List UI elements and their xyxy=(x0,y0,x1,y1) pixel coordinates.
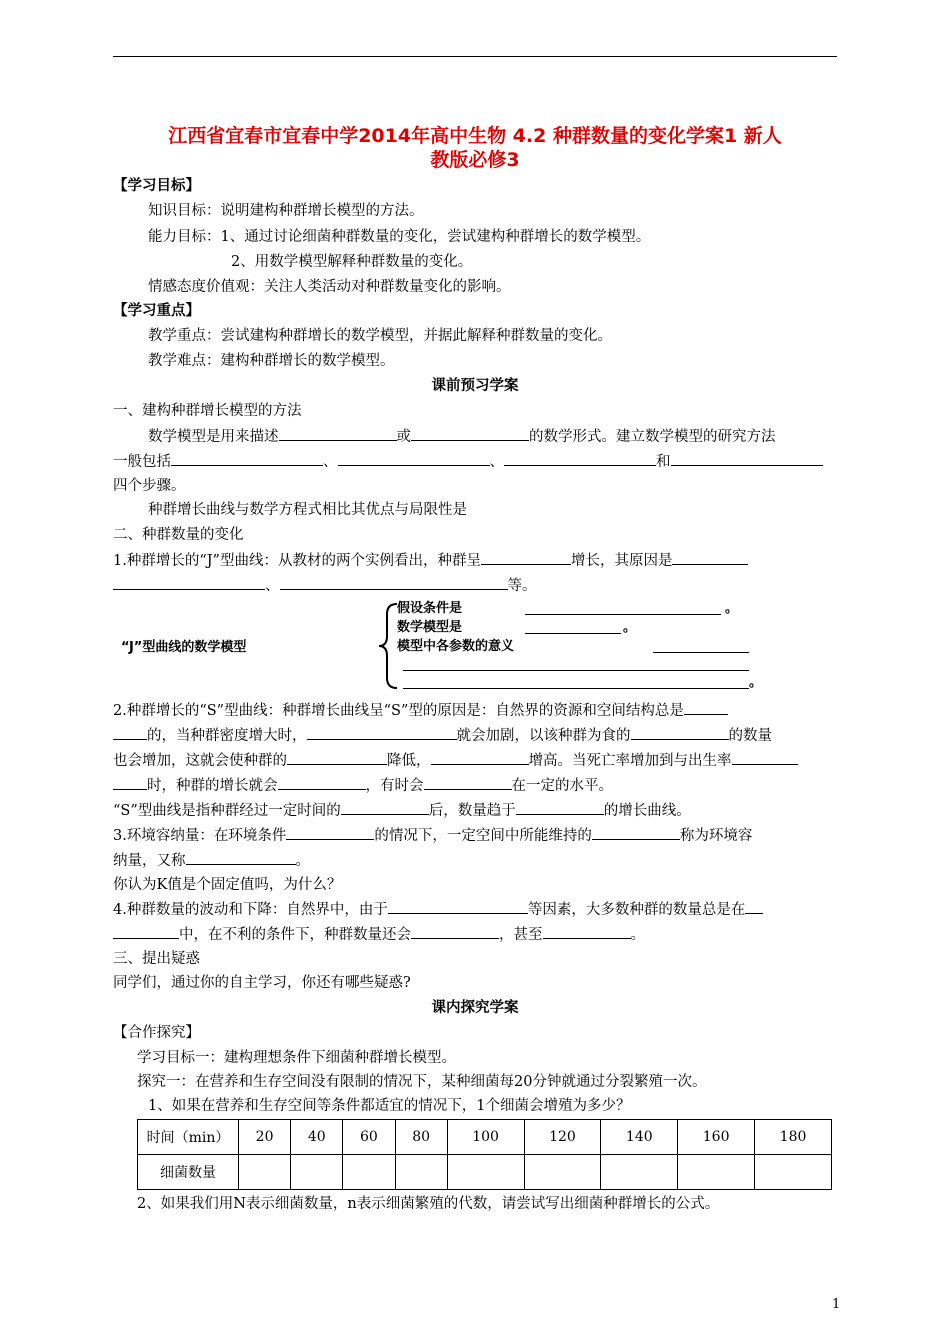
table-cell: 40 xyxy=(291,1120,343,1155)
keypoints-heading: 【学习重点】 xyxy=(113,302,200,319)
inclass-heading: 课内探究学案 xyxy=(431,999,519,1016)
table-cell-empty xyxy=(291,1155,343,1190)
fluctuation-line2: 中，在不利的条件下，种群数量还会 ，甚至 。 xyxy=(113,924,645,945)
table-cell: 140 xyxy=(601,1120,678,1155)
period-mark: 。 xyxy=(725,601,739,616)
section1-para2: 一般包括 、 、 和 xyxy=(113,451,823,472)
page-number: 1 xyxy=(832,1297,841,1312)
blank-line xyxy=(525,614,721,615)
table-cell-empty xyxy=(343,1155,395,1190)
table-header-count: 细菌数量 xyxy=(138,1155,239,1190)
objective-ability-1: 能力目标：1、通过讨论细菌种群数量的变化，尝试建构种群增长的数学模型。 xyxy=(148,229,651,245)
table-header-time: 时间（min） xyxy=(138,1120,239,1155)
k-value-line2: 纳量，又称 。 xyxy=(113,850,310,871)
table-cell: 160 xyxy=(678,1120,755,1155)
k-value-line1: 3.环境容纳量：在环境条件 的情况下，一定空间中所能维持的 称为环境容 xyxy=(113,825,752,846)
j-curve-line2: 、 等。 xyxy=(113,575,537,596)
section1-para4: 种群增长曲线与数学方程式相比其优点与局限性是 xyxy=(148,502,467,518)
table-cell: 120 xyxy=(524,1120,601,1155)
table-cell-empty xyxy=(447,1155,524,1190)
table-cell-empty xyxy=(601,1155,678,1190)
blank-line xyxy=(403,688,749,689)
keypoint-difficulty: 教学难点：建构种群增长的数学模型。 xyxy=(148,353,395,369)
blank-line xyxy=(403,670,749,671)
table-cell-empty xyxy=(239,1155,291,1190)
objectives-heading: 【学习目标】 xyxy=(113,177,200,194)
j-curve-line1: 1.种群增长的“J”型曲线：从教材的两个实例看出，种群呈 增长，其原因是 xyxy=(113,550,748,571)
period-mark: 。 xyxy=(623,620,637,635)
j-model-formula: 数学模型是 xyxy=(397,620,463,635)
blank-line xyxy=(653,652,749,653)
table-cell-empty xyxy=(395,1155,447,1190)
table-cell: 80 xyxy=(395,1120,447,1155)
section2-title: 二、种群数量的变化 xyxy=(113,527,244,543)
s-curve-line3: 也会增加，这就会使种群的 降低， 增高。当死亡率增加到与出生率 xyxy=(113,750,798,771)
objective-ability-2: 2、用数学模型解释种群数量的变化。 xyxy=(231,254,473,270)
header-rule xyxy=(113,56,837,57)
table-cell: 100 xyxy=(447,1120,524,1155)
bacteria-table xyxy=(137,1119,832,1190)
question-2: 2、如果我们用N表示细菌数量，n表示细菌繁殖的代数，请尝试写出细菌种群增长的公式。 xyxy=(137,1196,720,1212)
period-mark: 。 xyxy=(749,675,763,690)
section1-para3: 四个步骤。 xyxy=(113,478,186,494)
blank-line xyxy=(525,633,621,634)
section3-title: 三、提出疑惑 xyxy=(113,951,200,967)
table-cell-empty xyxy=(678,1155,755,1190)
objective-emotion: 情感态度价值观：关注人类活动对种群数量变化的影响。 xyxy=(148,279,511,295)
table-cell: 60 xyxy=(343,1120,395,1155)
doc-title-line1: 江西省宜春市宜春中学2014年高中生物 4.2 种群数量的变化学案1 新人 xyxy=(168,125,782,147)
j-model-params: 模型中各参数的意义 xyxy=(397,639,515,654)
table-row xyxy=(138,1120,832,1155)
question-1: 1、如果在营养和生存空间等条件都适宜的情况下，1个细菌会增殖为多少？ xyxy=(148,1098,631,1114)
k-value-question: 你认为K值是个固定值吗，为什么？ xyxy=(113,877,342,893)
s-curve-line5: “S”型曲线是指种群经过一定时间的 后，数量趋于 的增长曲线。 xyxy=(113,800,691,821)
j-model-figure xyxy=(113,600,763,692)
coop-heading: 【合作探究】 xyxy=(113,1025,200,1041)
s-curve-line4: 时，种群的增长就会 ，有时会 在一定的水平。 xyxy=(113,775,613,796)
j-model-label: “J”型曲线的数学模型 xyxy=(121,640,247,655)
explore-1: 探究一：在营养和生存空间没有限制的情况下，某种细菌每20分钟就通过分裂繁殖一次。 xyxy=(137,1074,707,1090)
table-cell-empty xyxy=(755,1155,832,1190)
section1-para1: 数学模型是用来描述 或 的数学形式。建立数学模型的研究方法 xyxy=(148,426,776,447)
table-cell: 180 xyxy=(755,1120,832,1155)
s-curve-line1: 2.种群增长的“S”型曲线：种群增长曲线呈“S”型的原因是：自然界的资源和空间结构总是 xyxy=(113,700,728,721)
keypoint-focus: 教学重点：尝试建构种群增长的数学模型，并据此解释种群数量的变化。 xyxy=(148,328,612,344)
brace-icon xyxy=(377,602,399,690)
s-curve-line2: 的，当种群密度增大时， 就会加剧，以该种群为食的 的数量 xyxy=(113,725,772,746)
preview-heading: 课前预习学案 xyxy=(431,377,519,394)
table-cell: 20 xyxy=(239,1120,291,1155)
goal-1: 学习目标一：建构理想条件下细菌种群增长模型。 xyxy=(137,1050,456,1066)
table-row xyxy=(138,1155,832,1190)
section3-question: 同学们，通过你的自主学习，你还有哪些疑惑? xyxy=(113,975,411,991)
fluctuation-line1: 4.种群数量的波动和下降：自然界中，由于 等因素，大多数种群的数量总是在 xyxy=(113,899,763,920)
j-model-assume: 假设条件是 xyxy=(397,601,463,616)
doc-title-line2: 教版必修3 xyxy=(430,149,520,171)
table-cell-empty xyxy=(524,1155,601,1190)
objective-knowledge: 知识目标：说明建构种群增长模型的方法。 xyxy=(148,203,424,219)
section1-title: 一、建构种群增长模型的方法 xyxy=(113,403,302,419)
